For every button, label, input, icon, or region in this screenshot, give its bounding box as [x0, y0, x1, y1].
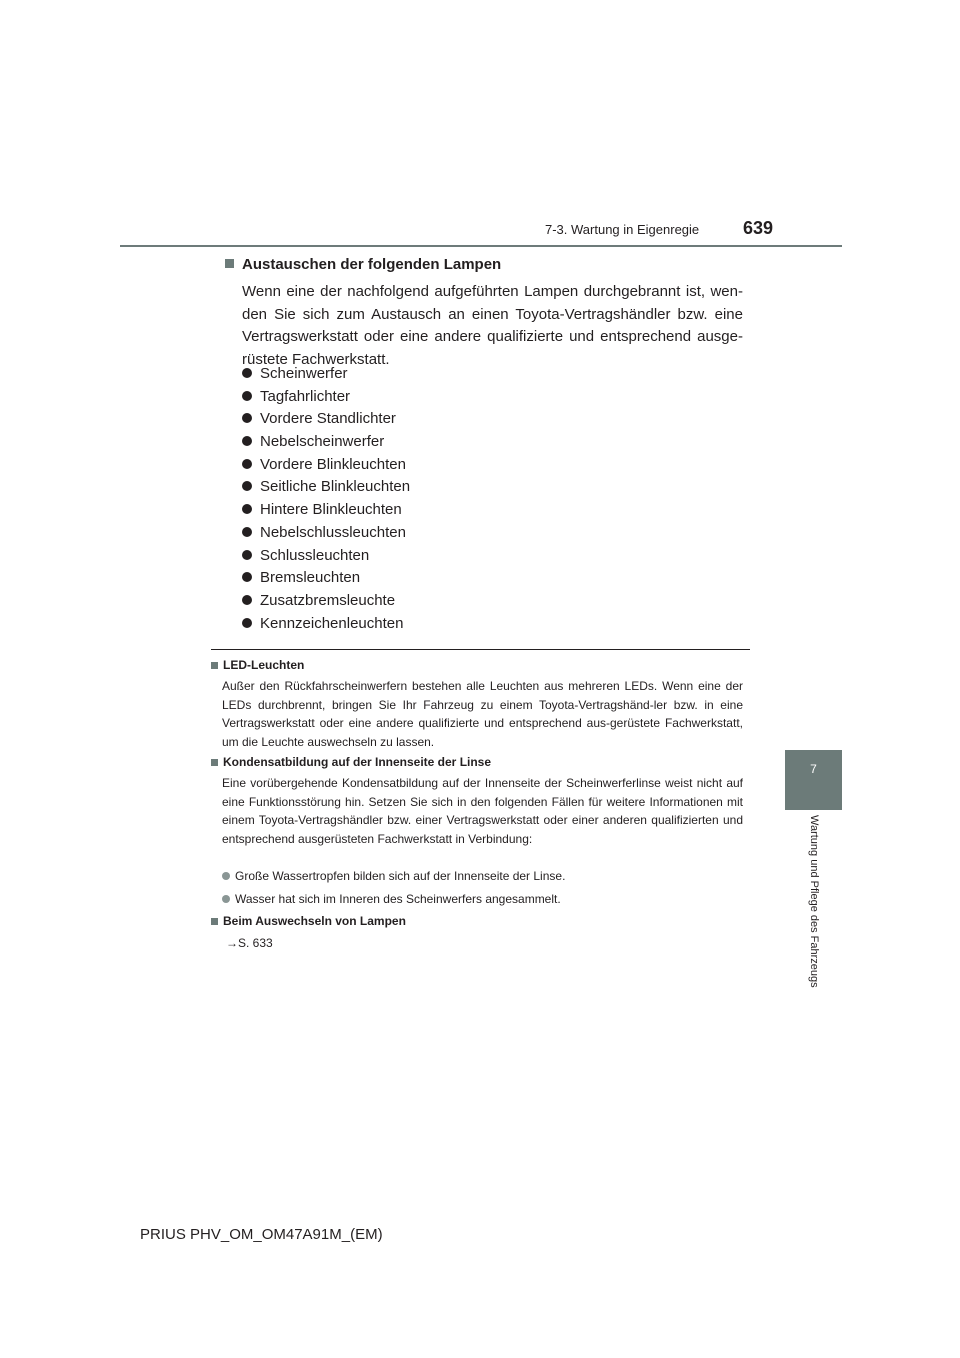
list-item — [242, 454, 410, 477]
bullet-icon — [242, 481, 252, 491]
main-paragraph: Wenn eine der nachfolgend aufgeführten Lampen durchgebrannt ist, wen-den Sie sich zum Austausch an einen Toyota-Vertragshändler bzw. eine Vertragswerkstatt oder eine andere qualifizierte und entsprechend ausge-rüstete Fachwerkstatt. — [242, 283, 743, 368]
lamp-name: Bremsleuchten — [260, 569, 361, 587]
square-bullet-icon — [211, 759, 218, 766]
bullet-icon — [242, 459, 252, 469]
lamp-name: Nebelscheinwerfer — [260, 433, 385, 451]
list-item — [222, 869, 565, 883]
note-text-condensation: Eine vorübergehende Kondensatbildung auf der Innenseite der Scheinwerferlinse weist nicht auf eine Funktionsstörung hin. Setzen Sie sich in den folgenden Fällen für weitere Informationen mit einem Toyota-Vertragshändler bzw. einer Vertragswerkstatt oder einer anderen qualifizierten und entsprechend ausgerüsteten Fachwerkstatt in Verbindung: — [222, 776, 743, 846]
notes-divider — [211, 649, 750, 650]
note-heading-condensation — [211, 755, 491, 769]
main-heading — [225, 256, 501, 273]
main-heading-text: Austauschen der folgenden Lampen — [242, 256, 502, 273]
lamp-name: Seitliche Blinkleuchten — [260, 478, 411, 496]
bullet-icon — [242, 527, 252, 537]
list-item — [242, 590, 410, 613]
list-item — [242, 567, 410, 590]
note-heading-led — [211, 658, 304, 672]
header-divider — [120, 245, 842, 247]
bullet-icon — [222, 872, 230, 880]
lamp-name: Schlussleuchten — [260, 546, 370, 564]
bullet-icon — [242, 550, 252, 560]
bullet-icon — [242, 504, 252, 514]
footer-doc-id: PRIUS PHV_OM_OM47A91M_(EM) — [140, 1226, 383, 1243]
condensation-case: Große Wassertropfen bilden sich auf der Innenseite der Linse. — [235, 869, 566, 883]
chapter-tab[interactable] — [785, 750, 842, 810]
lamp-name: Scheinwerfer — [260, 365, 348, 382]
lamp-name: Vordere Standlichter — [260, 410, 396, 428]
page-number: 639 — [743, 218, 774, 238]
bullet-icon — [242, 391, 252, 401]
bullet-icon — [242, 618, 252, 628]
note-text-led: Außer den Rückfahrscheinwerfern bestehen alle Leuchten aus mehreren LEDs. Wenn eine der LEDs durchbrennt, bringen Sie Ihr Fahrzeug zu einem Toyota-Vertragshänd-ler bzw. in eine Vertragswerkstatt oder eine andere qualifizierte und entsprechend aus-gerüstete Fachwerkstatt, um die Leuchte auswechseln zu lassen. — [222, 679, 743, 749]
bullet-icon — [242, 436, 252, 446]
bullet-icon — [242, 572, 252, 582]
list-item — [242, 545, 410, 568]
note-heading-text: LED-Leuchten — [223, 658, 305, 672]
list-item — [242, 522, 410, 545]
chapter-title: Wartung und Pflege des Fahrzeugs — [808, 815, 820, 988]
section-title: 7-3. Wartung in Eigenregie — [545, 222, 700, 237]
list-item — [242, 613, 410, 636]
lamp-name: Kennzeichenleuchten — [260, 614, 404, 632]
list-item — [242, 431, 410, 454]
lamp-name: Tagfahrlichter — [260, 387, 351, 405]
list-item — [242, 476, 410, 499]
note-heading-text: Beim Auswechseln von Lampen — [223, 914, 406, 928]
lamp-name: Nebelschlussleuchten — [260, 523, 406, 541]
list-item — [242, 363, 410, 386]
page-reference-link[interactable]: →S. 633 — [226, 936, 273, 950]
list-item — [242, 386, 410, 409]
bullet-icon — [242, 595, 252, 605]
list-item — [242, 499, 410, 522]
bullet-icon — [242, 368, 252, 378]
note-heading-replacing — [211, 914, 406, 928]
note-heading-text: Kondensatbildung auf der Innenseite der Linse — [223, 755, 492, 769]
list-item — [222, 892, 561, 906]
bullet-icon — [242, 413, 252, 423]
square-bullet-icon — [225, 259, 234, 268]
chapter-number: 7 — [810, 762, 817, 776]
lamp-name: Vordere Blinkleuchten — [260, 455, 406, 473]
condensation-case: Wasser hat sich im Inneren des Scheinwerfers angesammelt. — [235, 892, 561, 906]
square-bullet-icon — [211, 918, 218, 925]
list-item — [242, 408, 410, 431]
square-bullet-icon — [211, 662, 218, 669]
lamp-name: Hintere Blinkleuchten — [260, 501, 402, 519]
chapter-title-vertical — [800, 815, 828, 1025]
lamp-list — [242, 363, 410, 635]
lamp-name: Zusatzbremsleuchte — [260, 591, 396, 609]
bullet-icon — [222, 895, 230, 903]
